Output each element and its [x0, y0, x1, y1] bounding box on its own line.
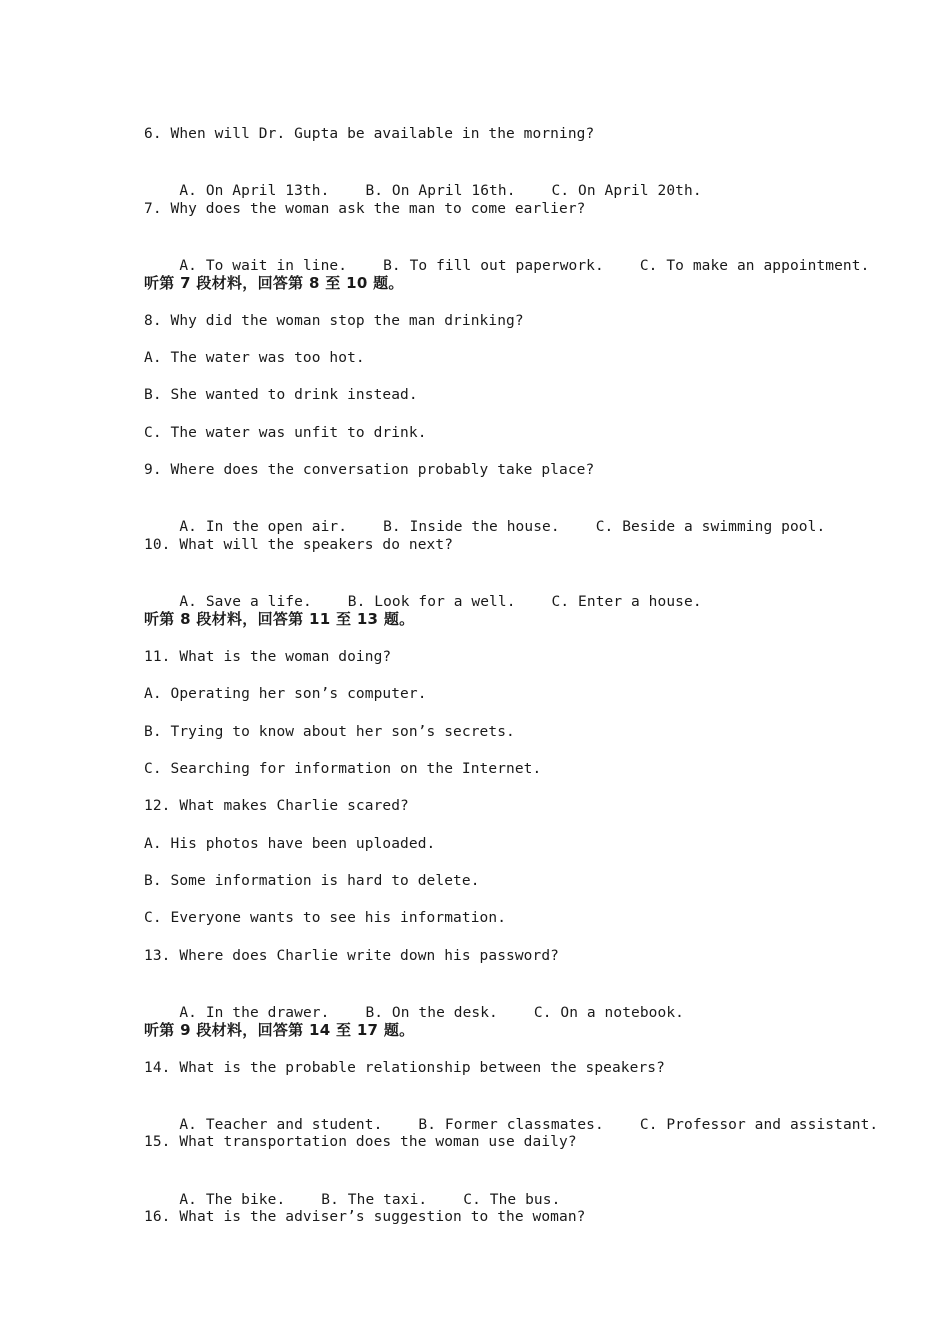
option-c: C. Enter a house. — [551, 594, 702, 611]
options-7 — [144, 236, 870, 275]
option-a: A. Operating her son’s computer. — [144, 686, 427, 703]
option-c: C. On April 20th. — [551, 183, 702, 200]
option-b: B. Former classmates. — [418, 1116, 604, 1133]
option-c: C. Everyone wants to see his information. — [144, 910, 507, 927]
section-heading-7: 听第 7 段材料，回答第 8 至 10 题。 — [144, 274, 404, 293]
option-a: A. The water was too hot. — [144, 350, 365, 367]
option-b: B. Look for a well. — [347, 594, 516, 611]
question-6: 6. When will Dr. Gupta be available in the morning? — [144, 126, 595, 142]
question-15: 15. What transportation does the woman use daily? — [144, 1134, 577, 1151]
question-11: 11. What is the woman doing? — [144, 648, 392, 665]
option-c: C. Searching for information on the Internet. — [144, 760, 542, 777]
option-c: C. The bus. — [463, 1191, 561, 1208]
option-c: C. The water was unfit to drink. — [144, 424, 427, 441]
question-16: 16. What is the adviser’s suggestion to the woman? — [144, 1208, 586, 1225]
options-14 — [144, 1095, 879, 1133]
option-c: C. Professor and assistant. — [639, 1116, 879, 1133]
option-b: B. To fill out paperwork. — [383, 258, 604, 275]
option-b: B. On the desk. — [365, 1004, 498, 1021]
question-9: 9. Where does the conversation probably take place? — [144, 462, 595, 479]
section-heading-9: 听第 9 段材料，回答第 14 至 17 题。 — [144, 1021, 415, 1040]
option-a: A. To wait in line. — [179, 258, 348, 275]
options-9 — [144, 497, 834, 534]
option-c: C. On a notebook. — [533, 1004, 684, 1021]
option-a: A. Save a life. — [179, 594, 312, 611]
options-15 — [144, 1170, 834, 1207]
option-b: B. The taxi. — [321, 1191, 428, 1208]
option-b: B. On April 16th. — [365, 183, 516, 200]
option-b: B. She wanted to drink instead. — [144, 387, 418, 404]
question-12: 12. What makes Charlie scared? — [144, 798, 409, 815]
option-a: A. On April 13th. — [179, 183, 330, 200]
option-c: C. Beside a swimming pool. — [595, 519, 826, 536]
options-10 — [144, 572, 834, 609]
option-a: A. In the drawer. — [179, 1004, 330, 1021]
question-7: 7. Why does the woman ask the man to come earlier? — [144, 200, 586, 217]
options-6 — [144, 161, 834, 198]
question-14: 14. What is the probable relationship between the speakers? — [144, 1059, 665, 1076]
question-8: 8. Why did the woman stop the man drinking? — [144, 312, 524, 329]
option-a: A. The bike. — [179, 1191, 286, 1208]
question-13: 13. Where does Charlie write down his password? — [144, 947, 559, 964]
question-10: 10. What will the speakers do next? — [144, 536, 454, 553]
exam-page — [144, 124, 879, 1244]
options-13 — [144, 983, 834, 1020]
option-c: C. To make an appointment. — [639, 258, 870, 275]
option-b: B. Trying to know about her son’s secrets. — [144, 723, 515, 740]
section-heading-8: 听第 8 段材料，回答第 11 至 13 题。 — [144, 610, 415, 629]
option-b: B. Inside the house. — [383, 519, 560, 536]
option-a: A. His photos have been uploaded. — [144, 835, 436, 852]
option-a: A. In the open air. — [179, 519, 348, 536]
option-b: B. Some information is hard to delete. — [144, 872, 480, 889]
option-a: A. Teacher and student. — [179, 1116, 383, 1133]
